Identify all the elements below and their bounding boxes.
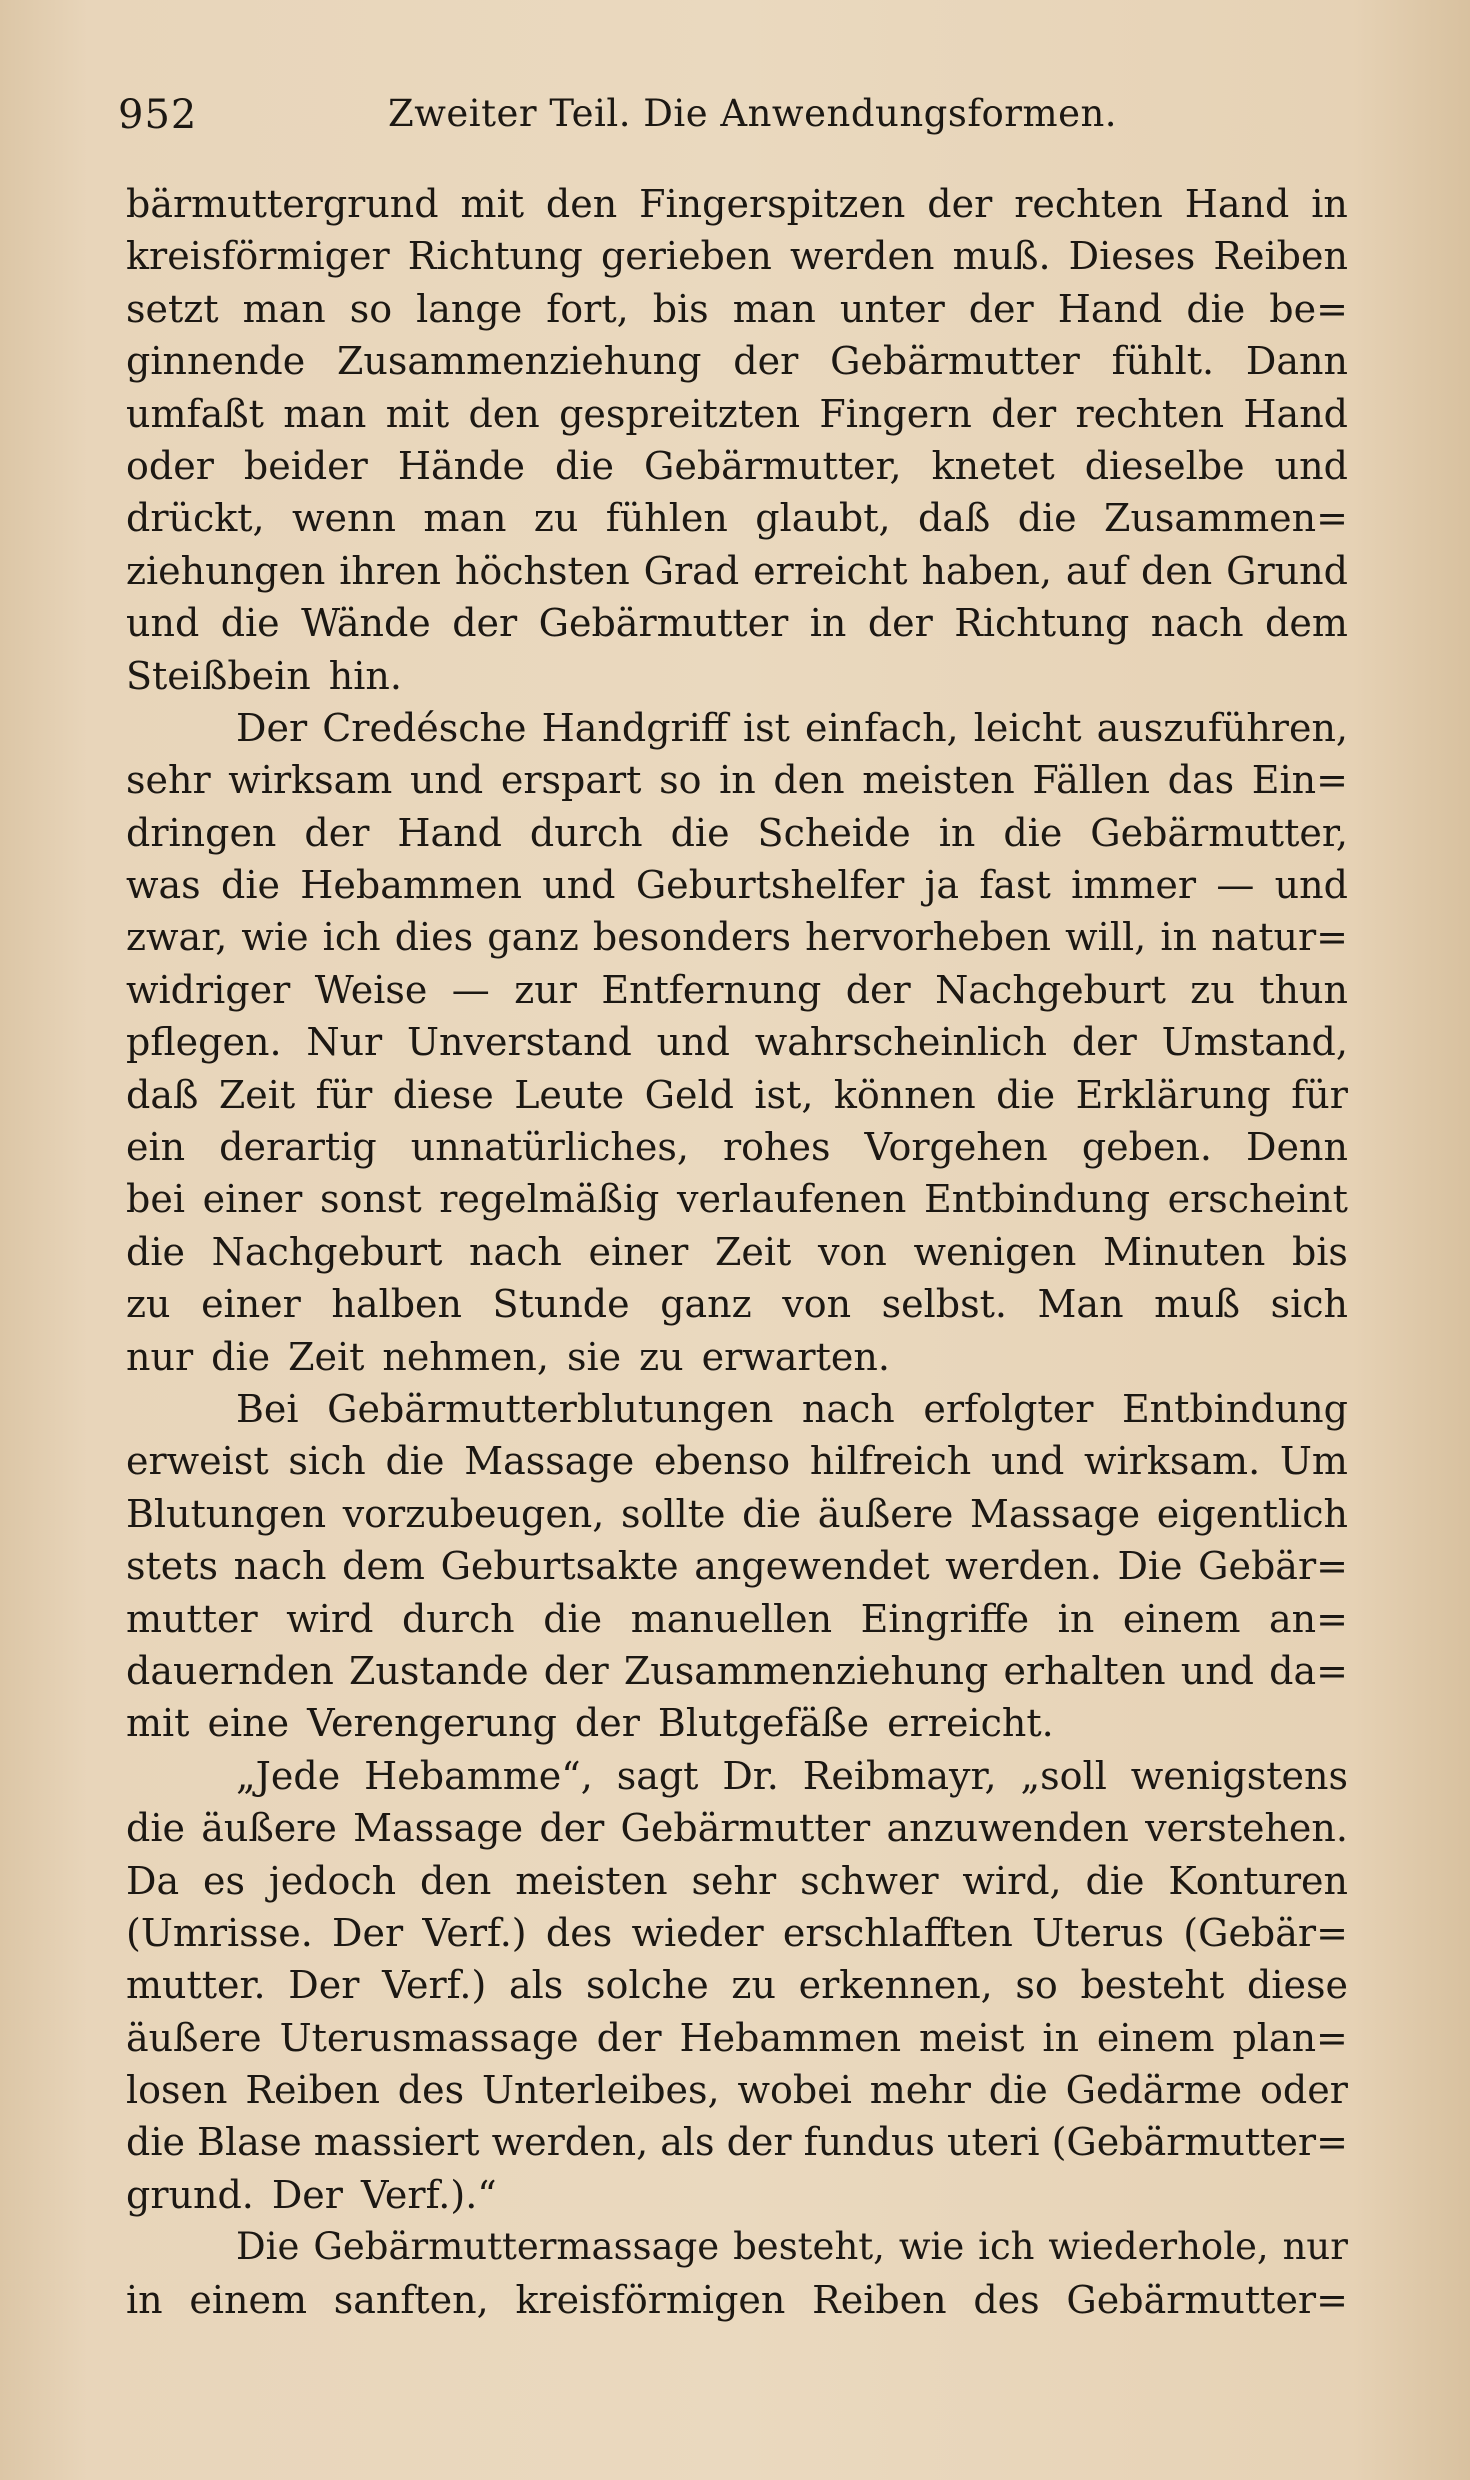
text-line: (Umrisse. Der Verf.) des wieder erschlafften Uterus (Gebär= bbox=[126, 1910, 1348, 1955]
text-line: in einem sanften, kreisförmigen Reiben des Gebärmutter= bbox=[126, 2277, 1348, 2322]
text-line: äußere Uterusmassage der Hebammen meist in einem plan= bbox=[126, 2015, 1348, 2060]
text-line: die Nachgeburt nach einer Zeit von wenigen Minuten bis bbox=[126, 1229, 1348, 1274]
text-line: zwar, wie ich dies ganz besonders hervorheben will, in natur= bbox=[126, 915, 1348, 960]
text-line: was die Hebammen und Geburtshelfer ja fast immer — und bbox=[126, 863, 1348, 908]
text-line: setzt man so lange fort, bis man unter der Hand die be= bbox=[126, 286, 1348, 331]
text-line: ginnende Zusammenziehung der Gebärmutter fühlt. Dann bbox=[126, 339, 1348, 384]
text-line: mutter. Der Verf.) als solche zu erkennen, so besteht diese bbox=[126, 1963, 1348, 2008]
text-line: nur die Zeit nehmen, sie zu erwarten. bbox=[126, 1334, 890, 1379]
running-title: Zweiter Teil. Die Anwendungsformen. bbox=[388, 92, 1118, 135]
text-line: Steißbein hin. bbox=[126, 653, 402, 698]
text-line: daß Zeit für diese Leute Geld ist, können die Erklärung für bbox=[126, 1072, 1348, 1117]
text-line: mit eine Verengerung der Blutgefäße erreicht. bbox=[126, 1701, 1054, 1746]
text-line: grund. Der Verf.).“ bbox=[126, 2172, 497, 2217]
text-line: bärmuttergrund mit den Fingerspitzen der rechten Hand in bbox=[126, 182, 1348, 226]
body-text bbox=[126, 178, 1348, 2326]
running-head bbox=[118, 92, 1343, 152]
text-line: kreisförmiger Richtung gerieben werden muß. Dieses Reiben bbox=[126, 234, 1348, 279]
text-line: dringen der Hand durch die Scheide in die Gebärmutter, bbox=[126, 810, 1348, 855]
text-line: Die Gebärmuttermassage besteht, wie ich wiederhole, nur bbox=[236, 2225, 1348, 2269]
text-line: „Jede Hebamme“, sagt Dr. Reibmayr, „soll wenigstens bbox=[236, 1753, 1348, 1798]
text-line: Der Credésche Handgriff ist einfach, leicht auszuführen, bbox=[236, 705, 1348, 750]
text-line: dauernden Zustande der Zusammenziehung erhalten und da= bbox=[126, 1648, 1348, 1693]
text-line: und die Wände der Gebärmutter in der Richtung nach dem bbox=[126, 601, 1348, 646]
text-line: stets nach dem Geburtsakte angewendet werden. Die Gebär= bbox=[126, 1544, 1348, 1589]
text-line: bei einer sonst regelmäßig verlaufenen Entbindung erscheint bbox=[126, 1177, 1348, 1222]
text-line: erweist sich die Massage ebenso hilfreich und wirksam. Um bbox=[126, 1439, 1348, 1484]
text-line: sehr wirksam und erspart so in den meisten Fällen das Ein= bbox=[126, 758, 1348, 803]
text-line: Bei Gebärmutterblutungen nach erfolgter Entbindung bbox=[236, 1386, 1348, 1431]
text-line: die äußere Massage der Gebärmutter anzuwenden verstehen. bbox=[126, 1806, 1348, 1851]
text-line: ein derartig unnatürliches, rohes Vorgehen geben. Denn bbox=[126, 1125, 1348, 1170]
text-line: losen Reiben des Unterleibes, wobei mehr die Gedärme oder bbox=[126, 2068, 1348, 2113]
text-line: ziehungen ihren höchsten Grad erreicht haben, auf den Grund bbox=[126, 548, 1348, 593]
text-line: oder beider Hände die Gebärmutter, knetet dieselbe und bbox=[126, 443, 1348, 488]
page-number: 952 bbox=[118, 92, 198, 138]
text-line: mutter wird durch die manuellen Eingriffe in einem an= bbox=[126, 1596, 1348, 1641]
text-line: zu einer halben Stunde ganz von selbst. Man muß sich bbox=[126, 1282, 1348, 1327]
text-line: widriger Weise — zur Entfernung der Nachgeburt zu thun bbox=[126, 967, 1348, 1012]
text-line: Da es jedoch den meisten sehr schwer wird, die Konturen bbox=[126, 1858, 1348, 1903]
text-line: drückt, wenn man zu fühlen glaubt, daß die Zusammen= bbox=[126, 496, 1348, 541]
text-line: umfaßt man mit den gespreitzten Fingern der rechten Hand bbox=[126, 391, 1348, 436]
text-line: pflegen. Nur Unverstand und wahrscheinlich der Umstand, bbox=[126, 1020, 1348, 1065]
text-line: die Blase massiert werden, als der fundus uteri (Gebärmutter= bbox=[126, 2120, 1348, 2165]
text-line: Blutungen vorzubeugen, sollte die äußere Massage eigentlich bbox=[126, 1491, 1348, 1536]
